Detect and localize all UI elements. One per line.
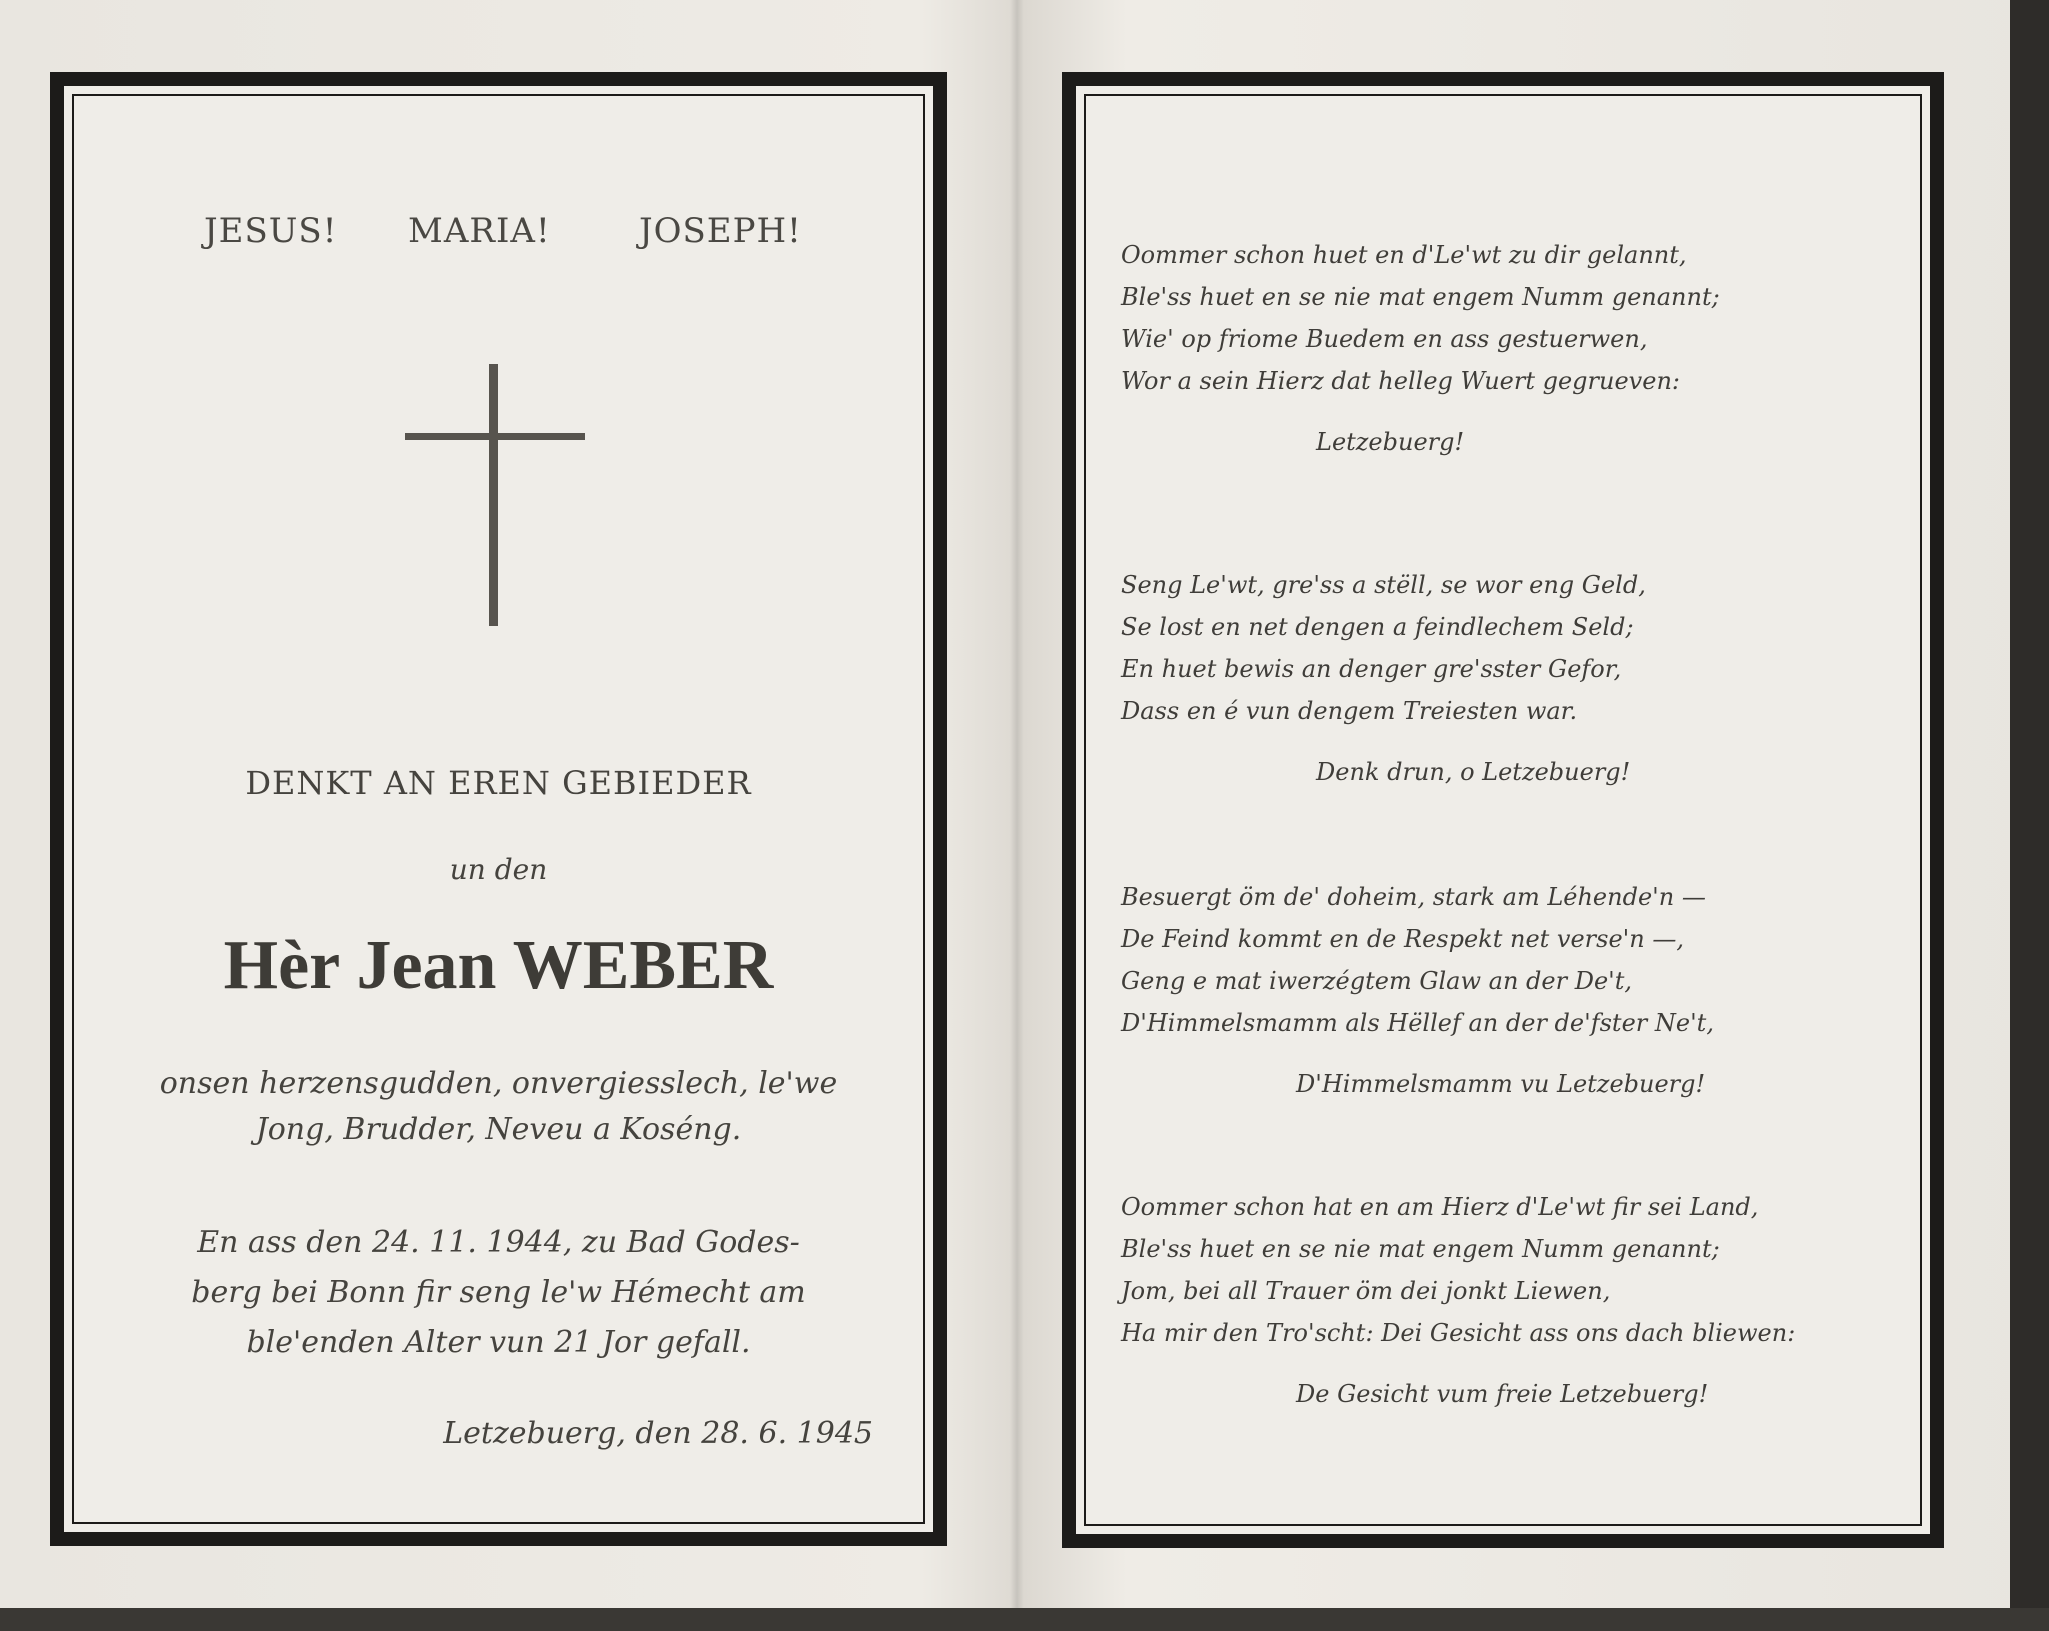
invocation-maria: MARIA! bbox=[408, 211, 551, 251]
card-fold bbox=[1010, 0, 1024, 1631]
stanza-1 bbox=[1121, 234, 1900, 460]
heading: DENKT AN EREN GEBIEDER bbox=[245, 764, 752, 802]
stanza-line: Jom, bei all Trauer öm dei jonkt Liewen, bbox=[1121, 1277, 1611, 1305]
stanza-2 bbox=[1121, 564, 1900, 790]
background-edge-bottom bbox=[0, 1608, 2049, 1631]
stanza-line: Besuergt öm de' doheim, stark am Léhende'n — bbox=[1121, 883, 1706, 911]
stanza-refrain: De Gesicht vum freie Letzebuerg! bbox=[1296, 1380, 1709, 1408]
stanza-line: Oommer schon huet en d'Le'wt zu dir gelannt, bbox=[1121, 241, 1687, 269]
right-panel bbox=[1062, 72, 1944, 1548]
stanza-line: Geng e mat iwerzégtem Glaw an der De't, bbox=[1121, 967, 1633, 995]
stanza-line: D'Himmelsmamm als Hëllef an der de'fster Ne't, bbox=[1121, 1009, 1714, 1037]
stanza-line: En huet bewis an denger gre'sster Gefor, bbox=[1121, 655, 1622, 683]
stanza-line: Ble'ss huet en se nie mat engem Numm genannt; bbox=[1121, 1235, 1720, 1263]
um-den: un den bbox=[449, 853, 548, 886]
death-notice bbox=[104, 1218, 893, 1368]
cross-horizontal-bar bbox=[405, 433, 585, 440]
stanza-line: Oommer schon hat en am Hierz d'Le'wt fir sei Land, bbox=[1121, 1193, 1759, 1221]
stanza-line: Seng Le'wt, gre'ss a stëll, se wor eng Geld, bbox=[1121, 571, 1646, 599]
stanza-refrain: D'Himmelsmamm vu Letzebuerg! bbox=[1296, 1070, 1706, 1098]
stanza-3 bbox=[1121, 876, 1900, 1102]
stanza-line: Se lost en net dengen a feindlechem Seld; bbox=[1121, 613, 1634, 641]
stanza-line: Wor a sein Hierz dat helleg Wuert gegrueven: bbox=[1121, 367, 1680, 395]
background-edge-right bbox=[2010, 0, 2049, 1631]
death-notice-line: berg bei Bonn fir seng le'w Hémecht am bbox=[191, 1275, 806, 1310]
description bbox=[104, 1061, 893, 1153]
left-panel bbox=[50, 72, 947, 1546]
stanza-refrain: Denk drun, o Letzebuerg! bbox=[1316, 758, 1631, 786]
place-date: Letzebuerg, den 28. 6. 1945 bbox=[443, 1416, 873, 1451]
invocation-row bbox=[64, 211, 933, 261]
stanza-line: Ha mir den Tro'scht: Dei Gesicht ass ons dach bliewen: bbox=[1121, 1319, 1796, 1347]
stanza-line: Wie' op friome Buedem en ass gestuerwen, bbox=[1121, 325, 1648, 353]
description-line: Jong, Brudder, Neveu a Koséng. bbox=[255, 1112, 742, 1147]
stanza-line: Dass en é vun dengem Treiesten war. bbox=[1121, 697, 1578, 725]
stanza-line: De Feind kommt en de Respekt net verse'n —, bbox=[1121, 925, 1684, 953]
cross-vertical-bar bbox=[489, 364, 498, 626]
deceased-name: Hèr Jean WEBER bbox=[223, 927, 774, 1004]
stanza-refrain: Letzebuerg! bbox=[1316, 428, 1465, 456]
stanza-line: Ble'ss huet en se nie mat engem Numm genannt; bbox=[1121, 283, 1720, 311]
invocation-joseph: JOSEPH! bbox=[639, 211, 802, 251]
death-notice-line: En ass den 24. 11. 1944, zu Bad Godes- bbox=[197, 1225, 800, 1260]
description-line: onsen herzensgudden, onvergiesslech, le'we bbox=[159, 1066, 838, 1101]
invocation-jesus: JESUS! bbox=[204, 211, 338, 251]
stanza-4 bbox=[1121, 1186, 1900, 1412]
death-notice-line: ble'enden Alter vun 21 Jor gefall. bbox=[246, 1325, 751, 1360]
